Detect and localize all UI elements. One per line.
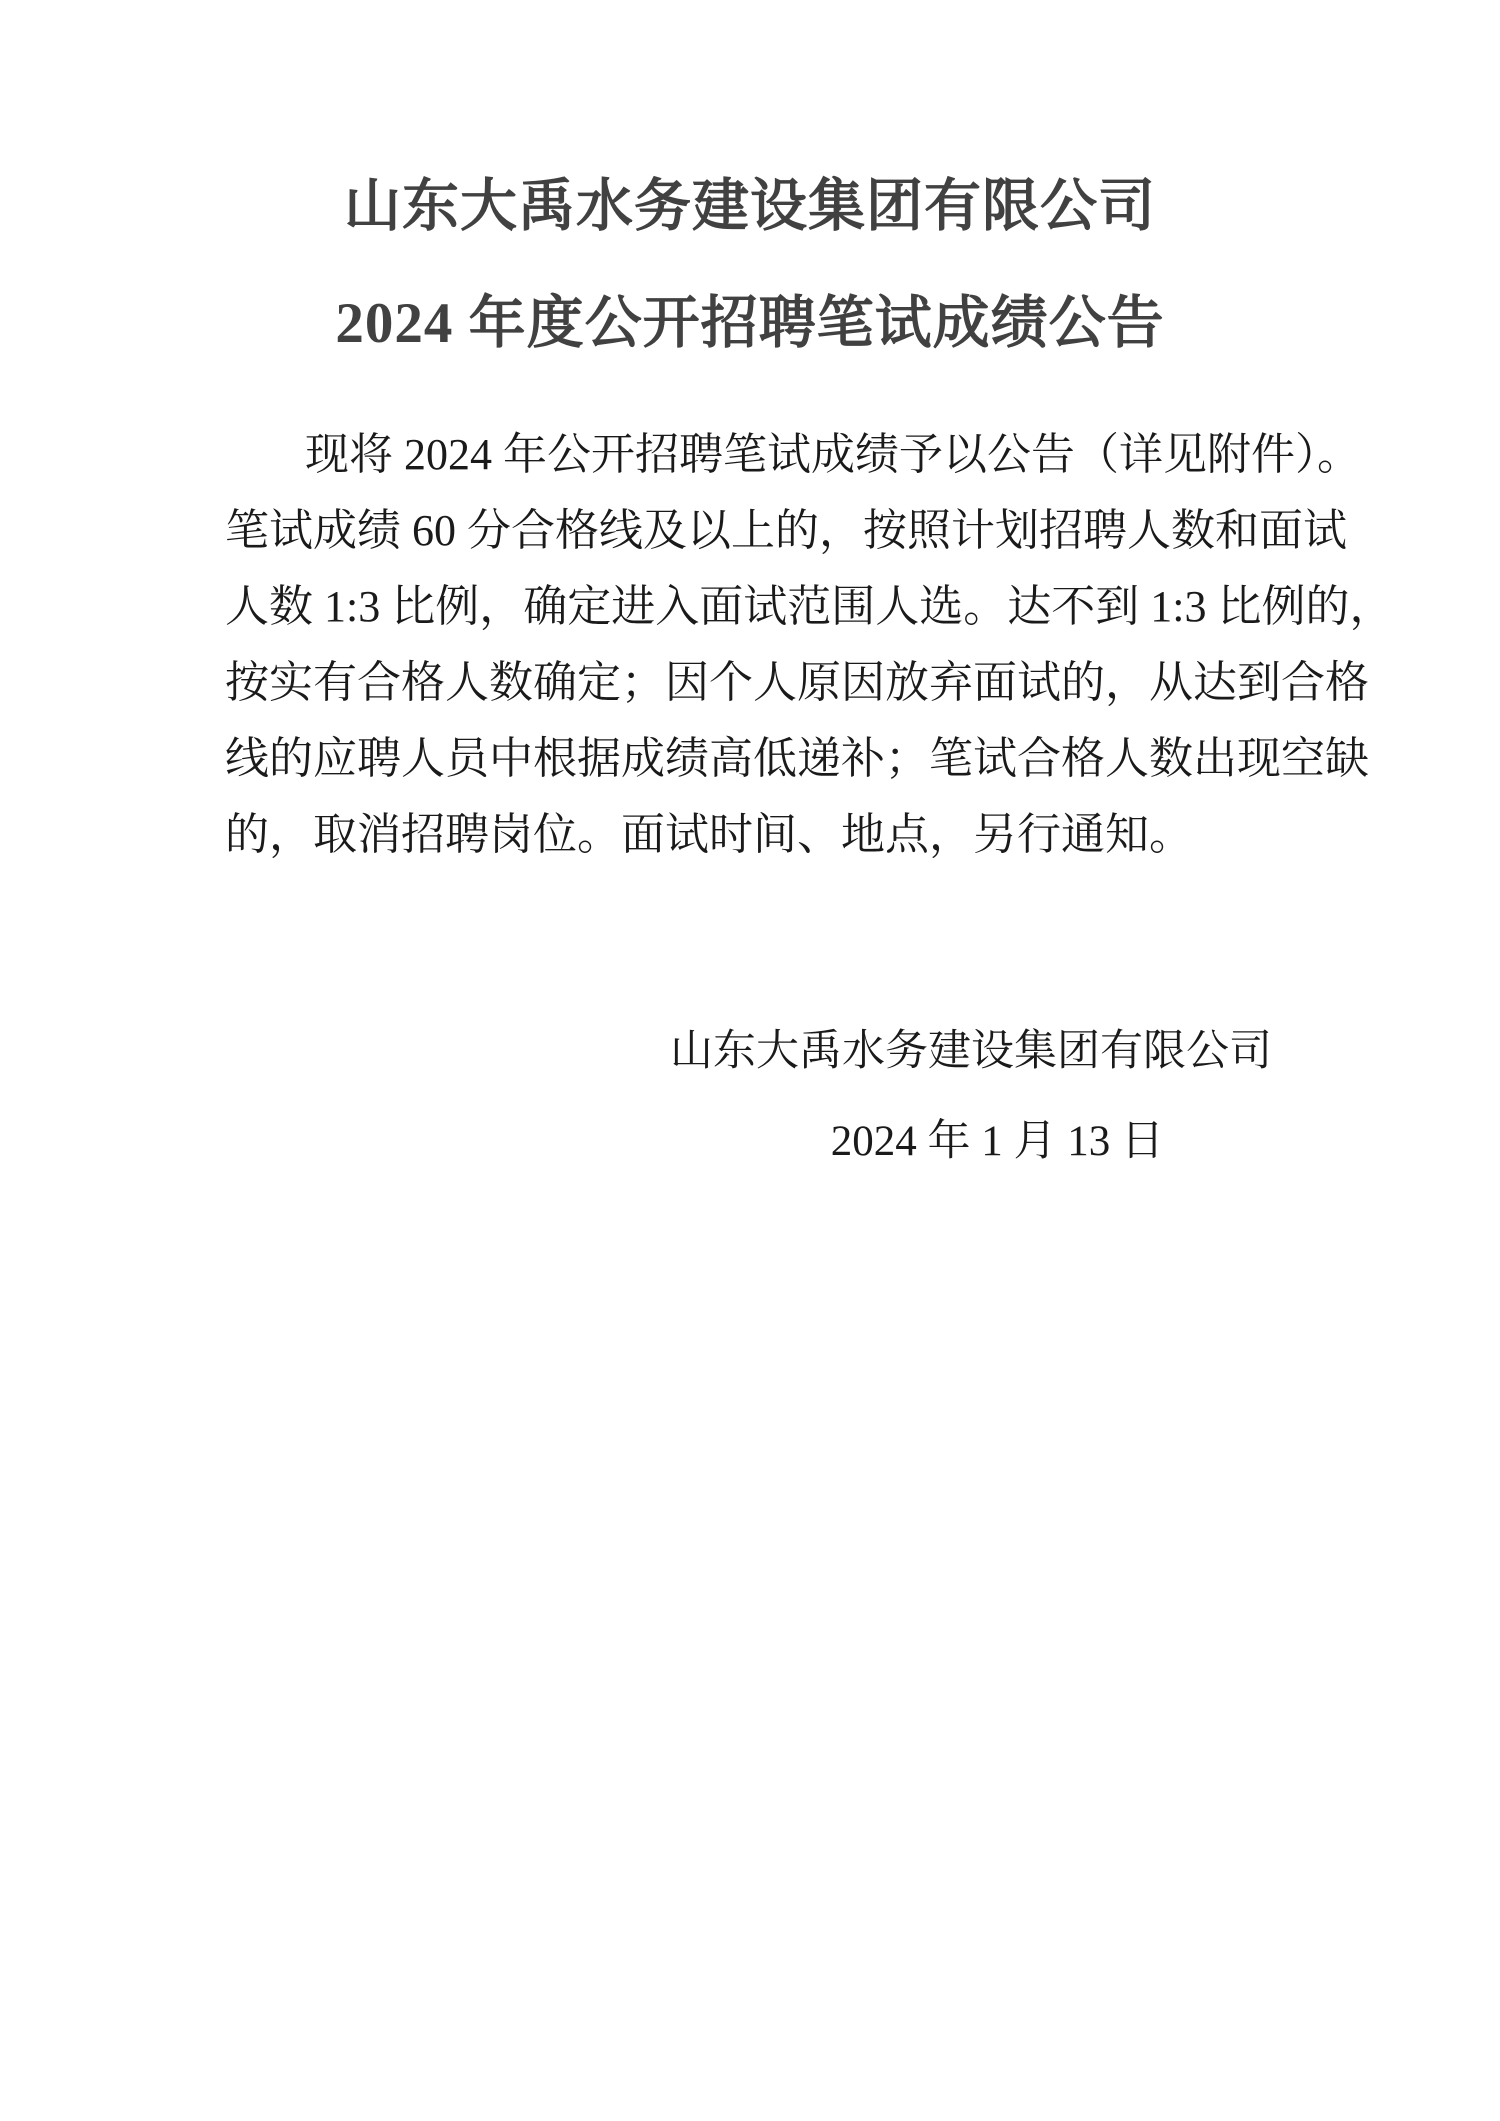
paragraph-line-1: 现将 2024 年公开招聘笔试成绩予以公告（详见附件）。 bbox=[305, 430, 1361, 479]
paragraph-line-6: 的，取消招聘岗位。面试时间、地点，另行通知。 bbox=[225, 810, 1193, 859]
document-title bbox=[0, 148, 1500, 382]
paragraph-line-4: 按实有合格人数确定；因个人原因放弃面试的，从达到合格 bbox=[225, 658, 1369, 707]
signature-company: 山东大禹水务建设集团有限公司 bbox=[670, 1028, 1272, 1075]
paragraph-line-2: 笔试成绩 60 分合格线及以上的，按照计划招聘人数和面试 bbox=[225, 506, 1347, 555]
document-paragraph bbox=[225, 417, 1394, 873]
signature-block bbox=[670, 1007, 1272, 1187]
signature-date: 2024 年 1 月 13 日 bbox=[830, 1118, 1164, 1165]
document-title-line2: 2024 年度公开招聘笔试成绩公告 bbox=[335, 292, 1165, 355]
paragraph-line-5: 线的应聘人员中根据成绩高低递补；笔试合格人数出现空缺 bbox=[225, 734, 1369, 783]
paragraph-line-3: 人数 1:3 比例，确定进入面试范围人选。达不到 1:3 比例的， bbox=[225, 582, 1394, 631]
document-title-line1: 山东大禹水务建设集团有限公司 bbox=[344, 175, 1156, 238]
